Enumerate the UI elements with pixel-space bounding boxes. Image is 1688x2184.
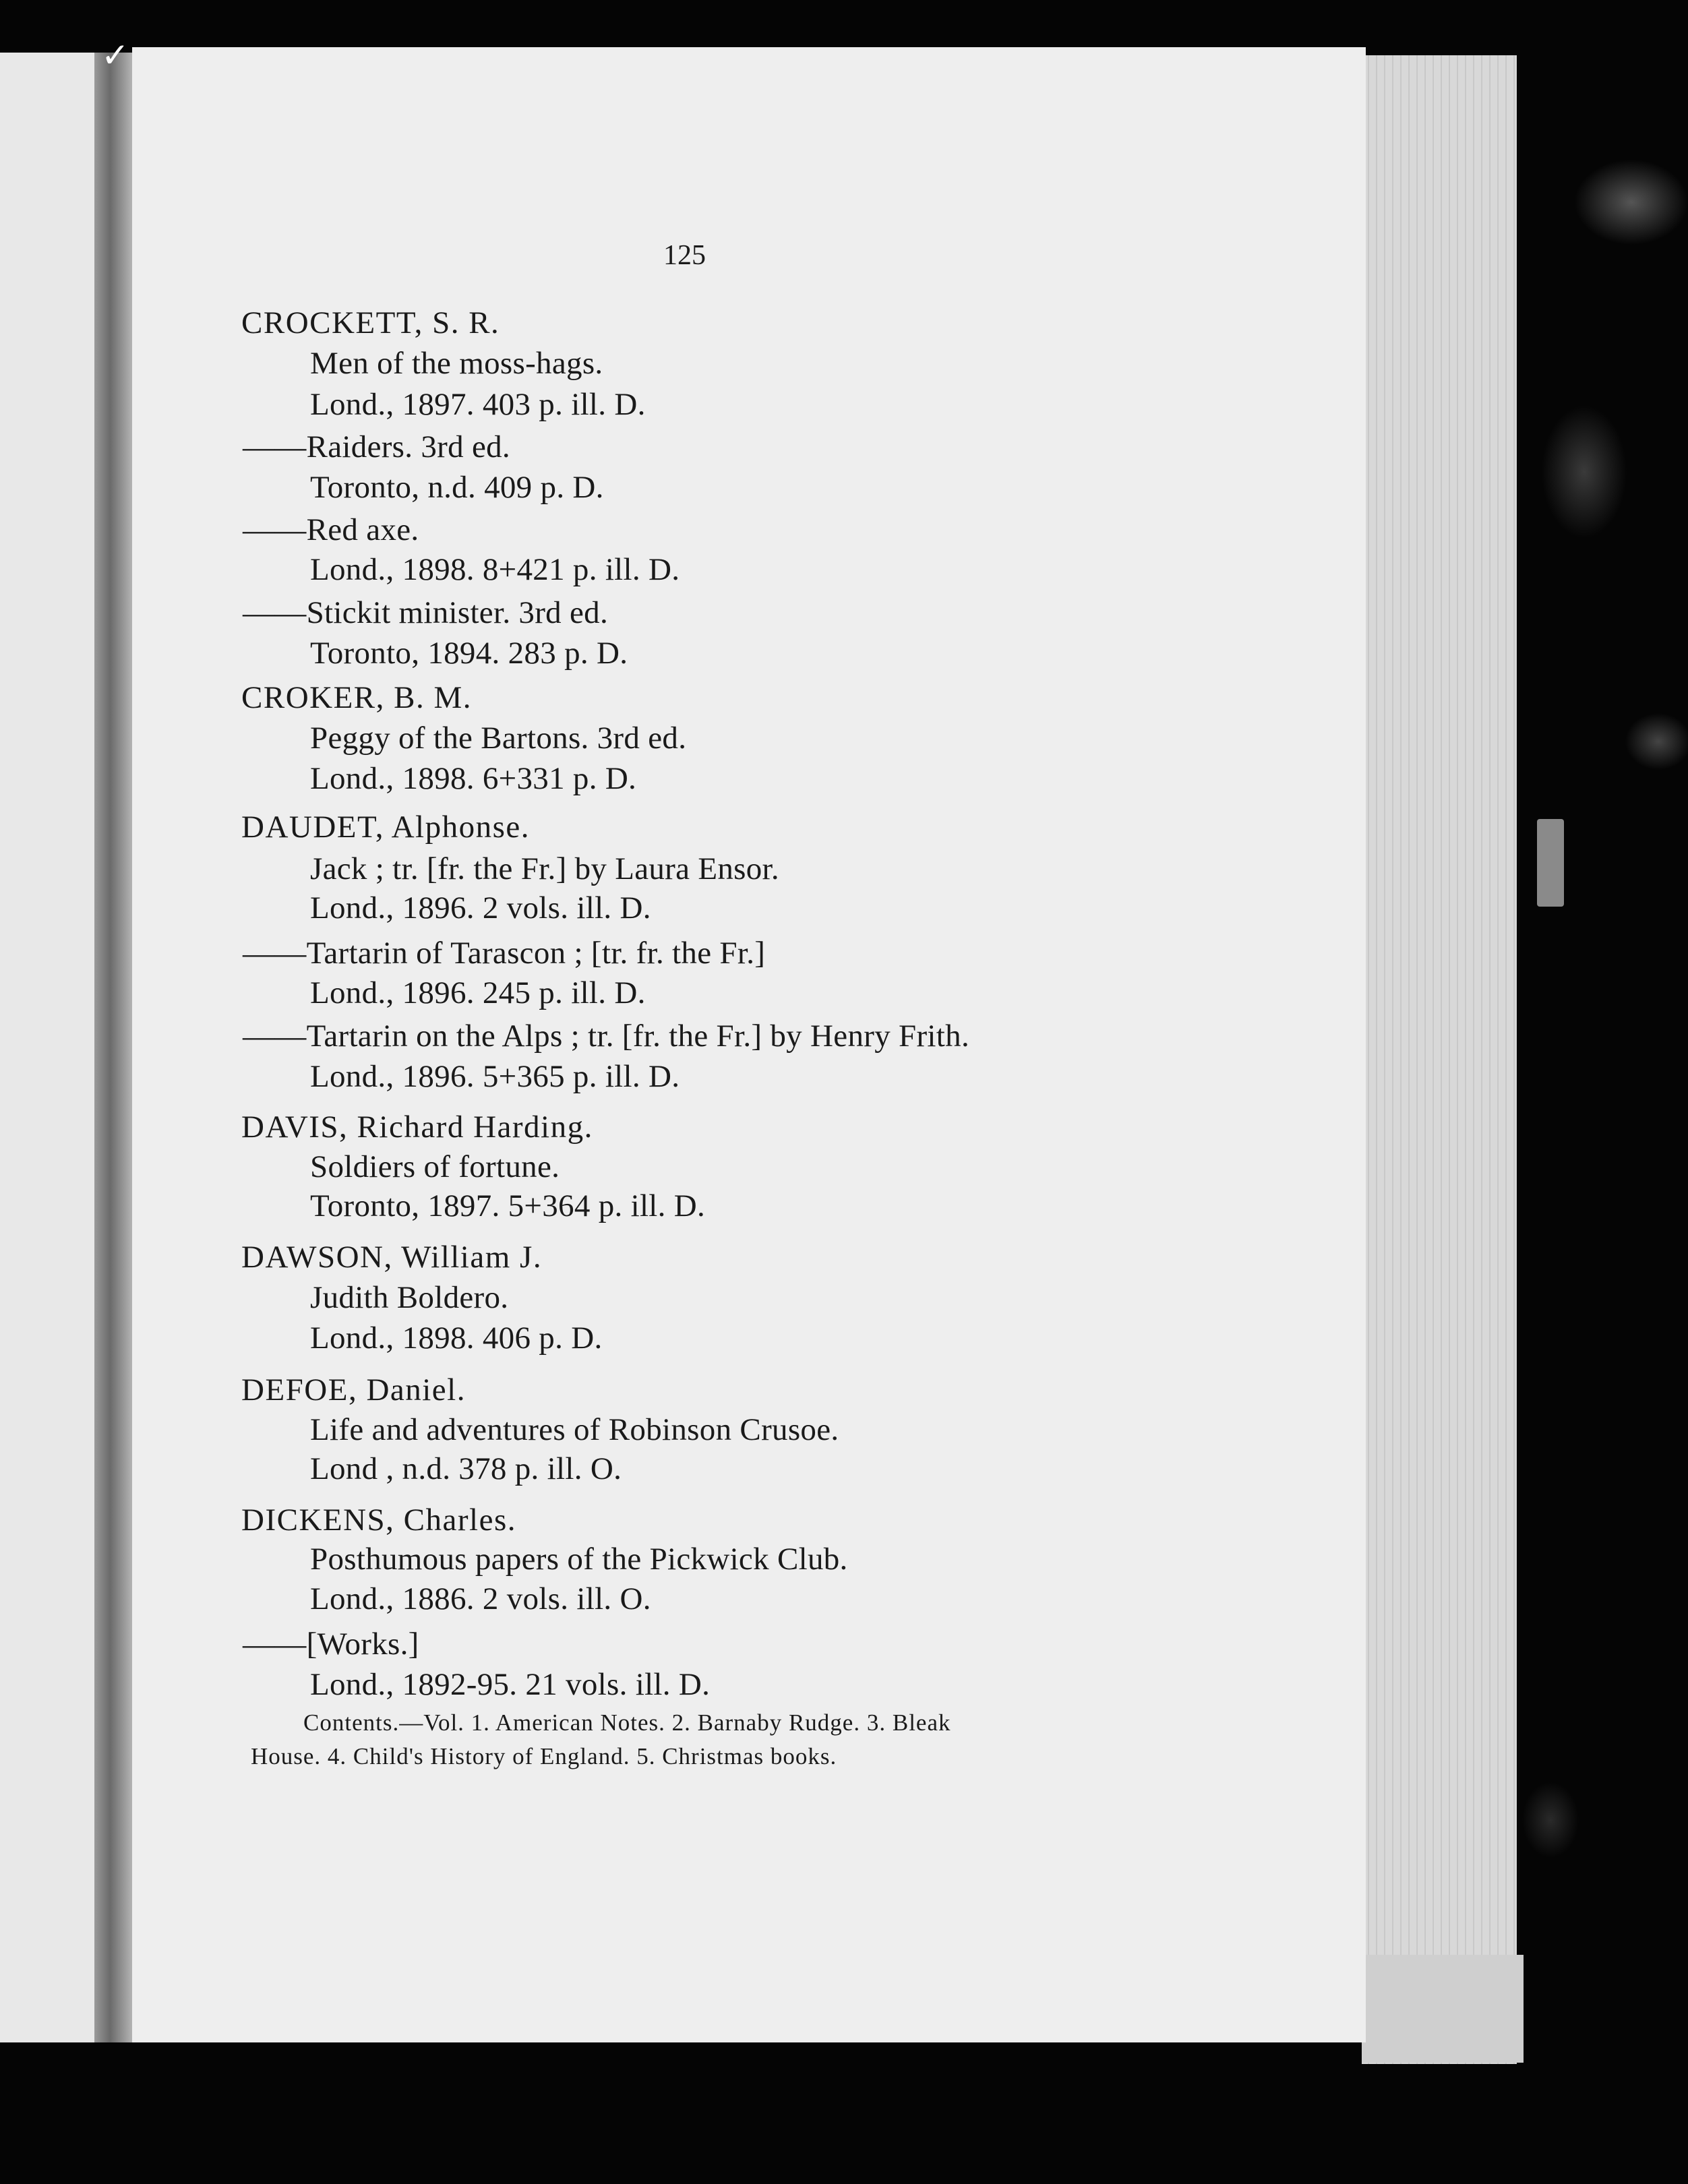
author-heading: CROKER, B. M.	[241, 680, 473, 715]
imprint-line: Lond., 1892-95. 21 vols. ill. D.	[310, 1667, 711, 1702]
imprint-line: Lond., 1886. 2 vols. ill. O.	[310, 1581, 651, 1616]
imprint-line: Lond., 1896. 245 p. ill. D.	[310, 975, 646, 1010]
book-title: Men of the moss-hags.	[310, 346, 603, 381]
author-heading: DEFOE, Daniel.	[241, 1372, 466, 1407]
imprint-line: Toronto, 1897. 5+364 p. ill. D.	[310, 1188, 706, 1223]
book-title: ——Tartarin on the Alps ; tr. [fr. the Fr.] by Henry Frith.	[243, 1019, 969, 1054]
book-title: ——Stickit minister. 3rd ed.	[243, 595, 609, 630]
imprint-line: Lond., 1896. 2 vols. ill. D.	[310, 890, 651, 926]
book-title: Posthumous papers of the Pickwick Club.	[310, 1542, 848, 1577]
imprint-line: Lond., 1897. 403 p. ill. D.	[310, 387, 646, 422]
book-title: Life and adventures of Robinson Crusoe.	[310, 1412, 839, 1447]
book-title: Jack ; tr. [fr. the Fr.] by Laura Ensor.	[310, 851, 779, 886]
book-title: Soldiers of fortune.	[310, 1149, 560, 1184]
author-heading: DAVIS, Richard Harding.	[241, 1110, 593, 1145]
book-title: ——Red axe.	[243, 512, 419, 547]
contents-note-line: House. 4. Child's History of England. 5. Christmas books.	[251, 1743, 837, 1769]
imprint-line: Lond., 1898. 406 p. D.	[310, 1321, 603, 1356]
author-heading: CROCKETT, S. R.	[241, 305, 500, 340]
imprint-line: Lond., 1896. 5+365 p. ill. D.	[310, 1059, 680, 1094]
book-title: ——[Works.]	[243, 1627, 419, 1662]
author-heading: DAWSON, William J.	[241, 1240, 543, 1275]
imprint-line: Lond , n.d. 378 p. ill. O.	[310, 1451, 622, 1486]
author-heading: DAUDET, Alphonse.	[241, 810, 531, 845]
book-title: Judith Boldero.	[310, 1280, 509, 1315]
imprint-line: Toronto, n.d. 409 p. D.	[310, 470, 604, 505]
imprint-line: Toronto, 1894. 283 p. D.	[310, 636, 628, 671]
book-title: ——Raiders. 3rd ed.	[243, 429, 510, 464]
book-title: ——Tartarin of Tarascon ; [tr. fr. the Fr.]	[243, 936, 766, 971]
page-number: 125	[663, 240, 706, 271]
imprint-line: Lond., 1898. 6+331 p. D.	[310, 761, 637, 796]
contents-note-line: Contents.—Vol. 1. American Notes. 2. Barnaby Rudge. 3. Bleak	[303, 1709, 951, 1736]
imprint-line: Lond., 1898. 8+421 p. ill. D.	[310, 552, 680, 587]
corner-mark-icon: ✓	[101, 36, 129, 75]
book-title: Peggy of the Bartons. 3rd ed.	[310, 721, 687, 756]
author-heading: DICKENS, Charles.	[241, 1503, 516, 1538]
